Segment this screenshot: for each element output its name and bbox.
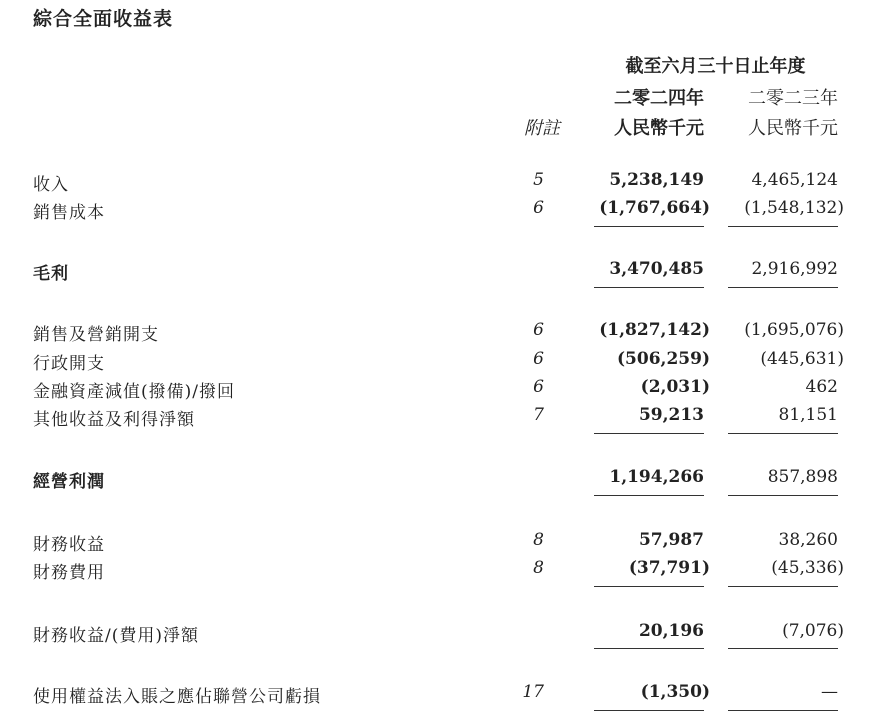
row-label: 金融資產減值(撥備)/撥回 — [33, 382, 235, 402]
table-row — [0, 377, 886, 405]
rule-2024 — [594, 287, 704, 288]
note-column-header: 附註 — [524, 118, 560, 139]
row-label: 經營利潤 — [33, 472, 105, 492]
table-row — [0, 170, 886, 198]
table-row — [0, 198, 886, 226]
table-row — [0, 621, 886, 649]
value-2023: 4,465,124 — [751, 170, 838, 190]
value-2023: 2,916,992 — [751, 259, 838, 279]
row-label: 收入 — [33, 175, 69, 195]
row-label: 銷售成本 — [33, 203, 105, 223]
rule-2023 — [728, 586, 838, 587]
value-2023: (1,548,132) — [744, 198, 844, 218]
unit-2023-header: 人民幣千元 — [748, 118, 838, 139]
year-2024-header: 二零二四年 — [614, 88, 704, 109]
row-note: 5 — [533, 170, 544, 190]
table-row — [0, 467, 886, 495]
row-label: 使用權益法入賬之應佔聯營公司虧損 — [33, 687, 321, 707]
value-2023: (1,695,076) — [744, 320, 844, 340]
value-2023: (7,076) — [782, 621, 844, 641]
rule-2023 — [728, 648, 838, 649]
row-note: 6 — [533, 320, 544, 340]
row-label: 財務收益/(費用)淨額 — [33, 626, 199, 646]
rule-2024 — [594, 433, 704, 434]
row-note: 6 — [533, 377, 544, 397]
value-2024: 59,213 — [638, 405, 704, 425]
rule-2023 — [728, 710, 838, 711]
value-2023: — — [821, 682, 838, 702]
row-label: 行政開支 — [33, 354, 105, 374]
table-row — [0, 259, 886, 287]
rule-2024 — [594, 226, 704, 227]
value-2024: 3,470,485 — [609, 259, 704, 279]
value-2024: (1,767,664) — [599, 198, 710, 218]
value-2024: 1,194,266 — [609, 467, 704, 487]
row-note: 6 — [533, 198, 544, 218]
rule-2023 — [728, 433, 838, 434]
row-label: 財務費用 — [33, 563, 105, 583]
value-2024: (1,350) — [640, 682, 710, 702]
row-note: 8 — [533, 558, 544, 578]
unit-2024-header: 人民幣千元 — [614, 118, 704, 139]
value-2023: (445,631) — [760, 349, 844, 369]
value-2023: 857,898 — [767, 467, 838, 487]
row-note: 17 — [522, 682, 544, 702]
document-title: 綜合全面收益表 — [33, 8, 174, 30]
row-label: 銷售及營銷開支 — [33, 325, 159, 345]
value-2024: (2,031) — [640, 377, 710, 397]
row-note: 8 — [533, 530, 544, 550]
row-note: 7 — [533, 405, 544, 425]
table-row — [0, 320, 886, 348]
value-2023: 81,151 — [778, 405, 838, 425]
row-label: 其他收益及利得淨額 — [33, 410, 195, 430]
value-2024: (1,827,142) — [599, 320, 710, 340]
value-2024: (37,791) — [628, 558, 710, 578]
rule-2024 — [594, 586, 704, 587]
rule-2023 — [728, 226, 838, 227]
value-2024: (506,259) — [617, 349, 710, 369]
value-2023: (45,336) — [771, 558, 844, 578]
rule-2024 — [594, 648, 704, 649]
row-label: 財務收益 — [33, 535, 105, 555]
rule-2024 — [594, 710, 704, 711]
rule-2023 — [728, 287, 838, 288]
value-2024: 57,987 — [638, 530, 704, 550]
rule-2024 — [594, 495, 704, 496]
value-2024: 20,196 — [638, 621, 704, 641]
table-row — [0, 405, 886, 433]
value-2024: 5,238,149 — [609, 170, 704, 190]
value-2023: 38,260 — [778, 530, 838, 550]
row-label: 毛利 — [33, 264, 69, 284]
table-row — [0, 558, 886, 586]
value-2023: 462 — [805, 377, 838, 397]
period-header: 截至六月三十日止年度 — [625, 56, 806, 77]
row-note: 6 — [533, 349, 544, 369]
year-2023-header: 二零二三年 — [748, 88, 838, 109]
table-row — [0, 530, 886, 558]
rule-2023 — [728, 495, 838, 496]
table-row — [0, 682, 886, 710]
table-row — [0, 349, 886, 377]
